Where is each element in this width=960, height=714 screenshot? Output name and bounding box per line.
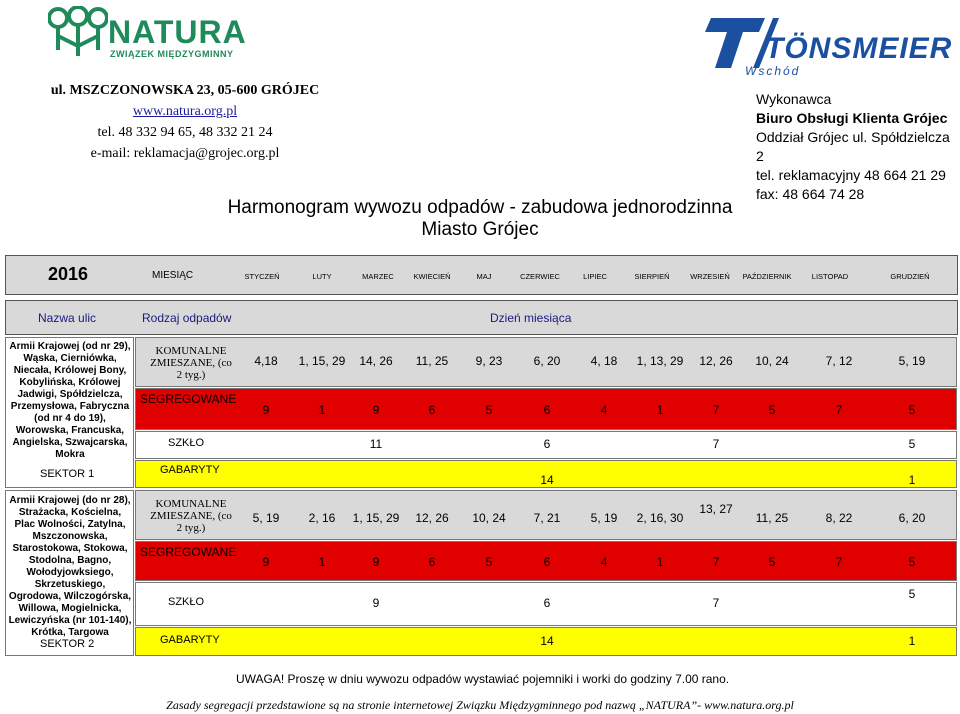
month-9: WRZESIEŃ (690, 272, 730, 281)
s1-gabaryty-2: 1 (908, 473, 916, 487)
s2-komunalne-11: 8, 22 (825, 511, 853, 525)
month-5: MAJ (476, 272, 492, 281)
natura-logo-text: NATURA (108, 14, 247, 50)
col-streets: Nazwa ulic (38, 311, 97, 325)
natura-email: e-mail: reklamacja@grojec.org.pl (90, 146, 280, 161)
tree-logo-icon (48, 6, 108, 62)
s1-komunalne-6: 6, 20 (533, 354, 561, 368)
s2-segregowane-10: 5 (768, 555, 776, 569)
sector2-gabaryty-label: GABARYTY (160, 634, 220, 646)
s1-segregowane-5: 5 (485, 403, 493, 417)
sector1-komunalne-label: KOMUNALNE ZMIESZANE, (co 2 tyg.) (150, 345, 232, 381)
s1-komunalne-5: 9, 23 (475, 354, 503, 368)
s2-segregowane-9: 7 (712, 555, 720, 569)
s2-segregowane-11: 7 (835, 555, 843, 569)
s1-komunalne-2: 1, 15, 29 (298, 354, 346, 368)
title-line-2: Miasto Grójec (421, 219, 539, 240)
contractor-label: Wykonawca (756, 91, 832, 107)
month-2: LUTY (312, 272, 332, 281)
sector2-szklo-label: SZKŁO (168, 596, 205, 608)
s1-segregowane-2: 1 (318, 403, 326, 417)
month-header: MIESIĄC (152, 270, 194, 281)
s1-gabaryty-1: 14 (540, 473, 554, 487)
s2-segregowane-1: 9 (262, 555, 270, 569)
tonsmeier-contact (756, 90, 960, 204)
month-11: LISTOPAD (811, 272, 849, 281)
s2-komunalne-4: 12, 26 (415, 511, 449, 525)
s2-segregowane-6: 6 (543, 555, 551, 569)
s2-szklo-4: 5 (908, 587, 916, 601)
s2-segregowane-3: 9 (372, 555, 380, 569)
s1-segregowane-6: 6 (543, 403, 551, 417)
s1-segregowane-7: 4 (600, 403, 608, 417)
page-title (0, 197, 960, 241)
natura-address: ul. MSZCZONOWSKA 23, 05-600 GRÓJEC (50, 83, 320, 98)
month-6: CZERWIEC (520, 272, 560, 281)
s2-szklo-3: 7 (712, 596, 720, 610)
col-waste-type: Rodzaj odpadów (142, 311, 232, 325)
s1-szklo-4: 5 (908, 437, 916, 451)
pickup-note: UWAGA! Proszę w dniu wywozu odpadów wystawiać pojemniki i worki do godziny 7.00 rano. (236, 672, 730, 686)
s2-komunalne-2: 2, 16 (308, 511, 336, 525)
s1-segregowane-10: 5 (768, 403, 776, 417)
s1-komunalne-12: 5, 19 (898, 354, 926, 368)
month-4: KWIECIEŃ (413, 272, 451, 281)
s1-segregowane-3: 9 (372, 403, 380, 417)
s1-komunalne-4: 11, 25 (415, 354, 449, 368)
sector2-name: SEKTOR 2 (40, 638, 95, 650)
fax: fax: 48 664 74 28 (756, 186, 865, 202)
s1-komunalne-1: 4,18 (254, 354, 278, 368)
month-8: SIERPIEŃ (634, 272, 670, 281)
s2-komunalne-1: 5, 19 (252, 511, 280, 525)
s1-segregowane-9: 7 (712, 403, 720, 417)
year: 2016 (48, 264, 89, 284)
s2-komunalne-8: 2, 16, 30 (636, 511, 684, 525)
sector1-streets: Armii Krajowej (od nr 29), Wąska, Cierniówka, Niecała, Królowej Bony, Kobylińska, Królowej Jadwigi, Spółdzielcza, Przemysłowa, Fabryczna (od nr 4 do 19), Worowska, Francuska, Angielska, Szwajcarska, Mokra (9, 341, 131, 460)
tonsmeier-logo-subtitle: Wschód (745, 64, 801, 78)
s2-komunalne-9: 13, 27 (699, 502, 733, 516)
s2-segregowane-2: 1 (318, 555, 326, 569)
s1-komunalne-10: 10, 24 (755, 354, 789, 368)
s1-komunalne-9: 12, 26 (699, 354, 733, 368)
s2-gabaryty-2: 1 (908, 634, 916, 648)
natura-phone: tel. 48 332 94 65, 48 332 21 24 (97, 125, 273, 140)
natura-website-link[interactable]: www.natura.org.pl (132, 104, 238, 119)
s1-szklo-2: 6 (543, 437, 551, 451)
sector1-segregowane-label: SEGREGOWANE (140, 392, 237, 406)
month-10: PAŹDZIERNIK (742, 272, 792, 281)
s2-segregowane-8: 1 (656, 555, 664, 569)
s1-segregowane-11: 7 (835, 403, 843, 417)
s2-segregowane-12: 5 (908, 555, 916, 569)
month-7: LIPIEC (583, 272, 607, 281)
s2-szklo-2: 6 (543, 596, 551, 610)
office-address: Oddział Grójec ul. Spółdzielcza 2 (756, 129, 950, 164)
s1-szklo-3: 7 (712, 437, 720, 451)
natura-logo-subtitle: ZWIĄZEK MIĘDZYGMINNY (110, 49, 234, 59)
s1-segregowane-12: 5 (908, 403, 916, 417)
s1-komunalne-11: 7, 12 (825, 354, 853, 368)
s1-komunalne-8: 1, 13, 29 (636, 354, 684, 368)
month-1: STYCZEŃ (244, 272, 280, 281)
s1-komunalne-7: 4, 18 (590, 354, 618, 368)
s1-segregowane-8: 1 (656, 403, 664, 417)
s2-komunalne-5: 10, 24 (472, 511, 506, 525)
natura-contact (20, 80, 350, 164)
s2-komunalne-12: 6, 20 (898, 511, 926, 525)
s2-gabaryty-1: 14 (540, 634, 554, 648)
footer-text: Zasady segregacji przedstawione są na stronie internetowej Związku Międzygminnego pod nazwą „NATURA”- www.natura.org.pl (166, 698, 794, 712)
s2-segregowane-7: 4 (600, 555, 608, 569)
s1-szklo-1: 11 (369, 437, 383, 451)
s2-komunalne-6: 7, 21 (533, 511, 561, 525)
sector1-szklo-label: SZKŁO (168, 437, 205, 449)
month-12: GRUDZIEŃ (890, 272, 930, 281)
tonsmeier-logo-text: TÖNSMEIER (765, 32, 953, 65)
s2-szklo-1: 9 (372, 596, 380, 610)
sector1-gabaryty-label: GABARYTY (160, 464, 220, 476)
month-3: MARZEC (362, 272, 394, 281)
s2-komunalne-10: 11, 25 (755, 511, 789, 525)
s2-komunalne-7: 5, 19 (590, 511, 618, 525)
sector2-komunalne-label: KOMUNALNE ZMIESZANE, (co 2 tyg.) (150, 498, 232, 534)
sector2-segregowane-label: SEGREGOWANE (140, 545, 237, 559)
s2-segregowane-5: 5 (485, 555, 493, 569)
title-line-1: Harmonogram wywozu odpadów - zabudowa jednorodzinna (227, 197, 733, 218)
tonsmeier-logo (703, 10, 953, 78)
sector1-name: SEKTOR 1 (40, 468, 95, 480)
s1-komunalne-3: 14, 26 (359, 354, 393, 368)
s2-segregowane-4: 6 (428, 555, 436, 569)
s2-komunalne-3: 1, 15, 29 (352, 511, 400, 525)
office-name: Biuro Obsługi Klienta Grójec (756, 110, 948, 126)
complaint-phone: tel. reklamacyjny 48 664 21 29 (756, 167, 946, 183)
sector2-streets: Armii Krajowej (do nr 28), Strażacka, Kościelna, Plac Wolności, Zatylna, Mszczonowska, Starostokowa, Stokowa, Stodolna, Bagno, Wołodyjowksiego, Skrzetuskiego, Ogrodowa, Wilczogórska, Willowa, Mogielnicka, Lewiczyńska (nr 101-140), Krótka, Targowa (8, 495, 132, 638)
col-day: Dzień miesiąca (490, 311, 572, 325)
s1-segregowane-4: 6 (428, 403, 436, 417)
s1-segregowane-1: 9 (262, 403, 270, 417)
